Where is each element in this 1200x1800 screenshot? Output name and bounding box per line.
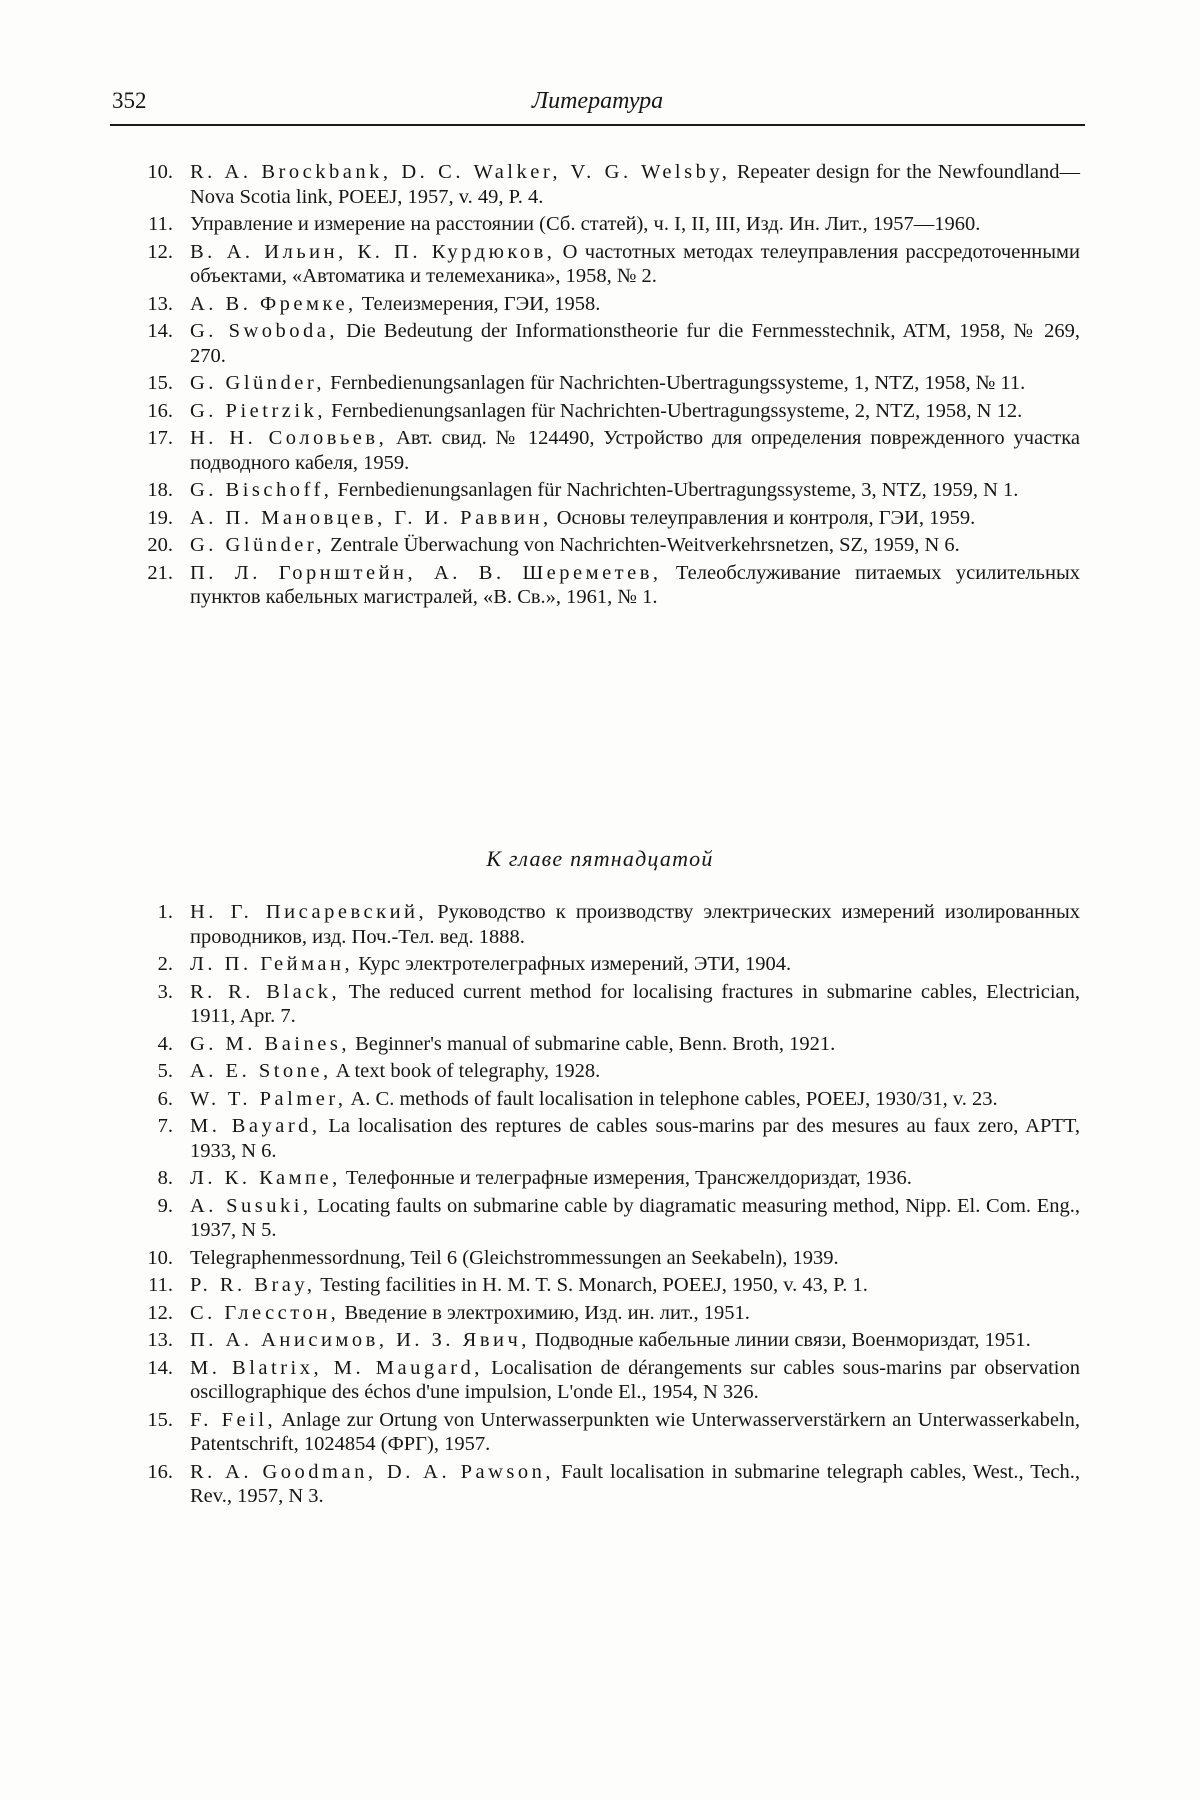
reference-entry bbox=[0, 292, 1200, 317]
reference-entry bbox=[0, 160, 1200, 209]
reference-author: А. П. Мановцев, Г. И. Раввин, bbox=[190, 506, 552, 529]
reference-number: 1. bbox=[157, 901, 173, 923]
reference-author: A. Susuki, bbox=[190, 1194, 312, 1217]
reference-number: 11. bbox=[148, 213, 173, 235]
reference-author: Л. К. Кампе, bbox=[190, 1167, 341, 1189]
reference-entry bbox=[0, 212, 1200, 237]
reference-author: G. M. Baines, bbox=[190, 1032, 350, 1055]
reference-author: P. R. Bray, bbox=[190, 1274, 316, 1296]
header-rule bbox=[110, 124, 1085, 126]
reference-author: Н. Н. Соловьев, bbox=[190, 427, 388, 449]
reference-number: 5. bbox=[157, 1060, 173, 1082]
reference-number: 13. bbox=[147, 1329, 173, 1351]
reference-number: 10. bbox=[147, 161, 173, 183]
reference-text: Телеобслуживание питаемых усилительных пунктов кабельных магистралей, «В. Св.», 1961, № 1. bbox=[190, 561, 1081, 608]
reference-entry bbox=[0, 1246, 1200, 1271]
reference-author: Л. П. Гейман, bbox=[190, 953, 354, 975]
reference-number: 14. bbox=[147, 1356, 173, 1379]
reference-entry bbox=[0, 1460, 1200, 1509]
reference-entry bbox=[0, 1032, 1200, 1057]
reference-number: 16. bbox=[147, 399, 173, 422]
reference-number: 17. bbox=[147, 427, 173, 449]
reference-author: R. A. Brockbank, D. C. Walker, V. G. Welsby, bbox=[190, 161, 731, 183]
reference-number: 7. bbox=[157, 1115, 173, 1137]
reference-entry bbox=[0, 1114, 1200, 1163]
running-title: Литература bbox=[531, 88, 664, 114]
reference-number: 14. bbox=[147, 320, 173, 342]
reference-entry bbox=[0, 399, 1200, 424]
reference-number: 8. bbox=[157, 1167, 173, 1189]
reference-number: 9. bbox=[157, 1194, 173, 1217]
reference-entry bbox=[0, 1408, 1200, 1457]
reference-entry bbox=[0, 952, 1200, 977]
reference-author: Н. Г. Писаревский, bbox=[190, 901, 428, 923]
reference-text: Zentrale Überwachung von Nachrichten-Weitverkehrsnetzen, SZ, 1959, N 6. bbox=[330, 534, 960, 556]
reference-entry bbox=[0, 1059, 1200, 1084]
reference-number: 2. bbox=[157, 953, 173, 975]
reference-text: La localisation des reptures de cables sous-marins par des mesures au faux zero, APTT, 1933, N 6. bbox=[190, 1115, 1080, 1162]
reference-text: Anlage zur Ortung von Unterwasserpunkten wie Unterwasserverstärkern an Unterwasserkabeln, Patentschrift, 1024854 (ФРГ), 1957. bbox=[190, 1408, 1080, 1455]
reference-text: Управление и измерение на расстоянии (Сб. статей), ч. I, II, III, Изд. Ин. Лит., 1957—1960. bbox=[190, 213, 981, 235]
reference-entry bbox=[0, 1328, 1200, 1353]
reference-text: Die Bedeutung der Informationstheorie fur die Fernmesstechnik, ATM, 1958, № 269, 270. bbox=[190, 320, 1080, 367]
reference-author: W. T. Palmer, bbox=[190, 1087, 347, 1110]
reference-number: 19. bbox=[147, 506, 173, 529]
reference-text: Testing facilities in H. M. T. S. Monarch, POEEJ, 1950, v. 43, P. 1. bbox=[320, 1274, 868, 1296]
reference-entry bbox=[0, 426, 1200, 475]
reference-number: 3. bbox=[157, 980, 173, 1003]
reference-author: В. А. Ильин, К. П. Курдюков, bbox=[190, 240, 556, 263]
reference-entry bbox=[0, 371, 1200, 396]
reference-text: Подводные кабельные линии связи, Военмориздат, 1951. bbox=[535, 1329, 1031, 1351]
reference-text: Telegraphenmessordnung, Teil 6 (Gleichstrommessungen an Seekabeln), 1939. bbox=[190, 1246, 839, 1269]
reference-number: 10. bbox=[147, 1246, 173, 1269]
reference-text: Основы телеуправления и контроля, ГЭИ, 1959. bbox=[556, 506, 976, 529]
reference-entry bbox=[0, 1194, 1200, 1243]
reference-author: R. A. Goodman, D. A. Pawson, bbox=[190, 1460, 554, 1483]
reference-author: M. Blatrix, M. Maugard, bbox=[190, 1356, 483, 1379]
reference-text: Телеизмерения, ГЭИ, 1958. bbox=[361, 292, 601, 315]
reference-author: A. E. Stone, bbox=[190, 1060, 332, 1082]
reference-entry bbox=[0, 900, 1200, 949]
reference-entry bbox=[0, 506, 1200, 531]
reference-number: 20. bbox=[147, 534, 173, 556]
reference-text: The reduced current method for localising fractures in submarine cables, Electrician, 1911, Apr. 7. bbox=[190, 980, 1080, 1027]
reference-author: G. Glünder, bbox=[190, 372, 326, 394]
reference-entry bbox=[0, 319, 1200, 368]
reference-text: Введение в электрохимию, Изд. ин. лит., 1951. bbox=[344, 1301, 750, 1324]
reference-author: G. Pietrzik, bbox=[190, 399, 326, 422]
reference-author: G. Swoboda, bbox=[190, 320, 339, 342]
reference-text: Fernbedienungsanlagen für Nachrichten-Ubertragungssysteme, 3, NTZ, 1959, N 1. bbox=[337, 479, 1019, 501]
reference-number: 15. bbox=[147, 372, 173, 394]
reference-number: 6. bbox=[157, 1087, 173, 1110]
reference-entry bbox=[0, 1087, 1200, 1112]
reference-author: R. R. Black, bbox=[190, 980, 341, 1003]
reference-entry bbox=[0, 1166, 1200, 1191]
reference-entry bbox=[0, 561, 1200, 610]
reference-text: Руководство к производству электрических измерений изолированных проводников, изд. Поч.-Тел. вед. 1888. bbox=[190, 901, 1081, 948]
reference-number: 11. bbox=[148, 1274, 173, 1296]
reference-entry bbox=[0, 478, 1200, 503]
reference-text: Beginner's manual of submarine cable, Benn. Broth, 1921. bbox=[355, 1032, 836, 1055]
reference-text: Телефонные и телеграфные измерения, Трансжелдориздат, 1936. bbox=[345, 1167, 912, 1189]
reference-entry bbox=[0, 980, 1200, 1029]
reference-text: Localisation de dérangements sur cables sous-marins par observation oscillographique des échos d'une impulsion, L'onde El., 1954, N 326. bbox=[190, 1356, 1080, 1403]
reference-text: Курс электротелеграфных измерений, ЭТИ, 1904. bbox=[358, 953, 792, 975]
reference-author: А. В. Фремке, bbox=[190, 292, 357, 315]
reference-author: С. Глесстон, bbox=[190, 1301, 340, 1324]
reference-entry bbox=[0, 1301, 1200, 1326]
reference-number: 13. bbox=[147, 292, 173, 315]
reference-text: A. C. methods of fault localisation in telephone cables, POEEJ, 1930/31, v. 23. bbox=[350, 1087, 998, 1110]
reference-number: 15. bbox=[147, 1408, 173, 1431]
reference-author: G. Glünder, bbox=[190, 534, 326, 556]
reference-entry bbox=[0, 240, 1200, 289]
reference-text: A text book of telegraphy, 1928. bbox=[335, 1060, 601, 1082]
reference-number: 12. bbox=[147, 240, 173, 263]
reference-author: П. А. Анисимов, И. З. Явич, bbox=[190, 1329, 530, 1351]
section-heading: К главе пятнадцатой bbox=[486, 846, 714, 871]
reference-number: 16. bbox=[147, 1460, 173, 1483]
reference-number: 4. bbox=[157, 1032, 173, 1055]
reference-text: О частотных методах телеуправления рассредоточенными объектами, «Автоматика и телемеханика», 1958, № 2. bbox=[190, 240, 1080, 287]
reference-text: Fernbedienungsanlagen für Nachrichten-Ubertragungssysteme, 1, NTZ, 1958, № 11. bbox=[330, 372, 1026, 394]
page-header bbox=[110, 88, 1085, 128]
reference-author: G. Bischoff, bbox=[190, 479, 333, 501]
reference-list-chapter-15 bbox=[0, 900, 1200, 1512]
page-number: 352 bbox=[112, 88, 147, 113]
reference-author: F. Feil, bbox=[190, 1408, 277, 1431]
reference-entry bbox=[0, 1273, 1200, 1298]
reference-entry bbox=[0, 533, 1200, 558]
reference-text: Авт. свид. № 124490, Устройство для определения поврежденного участка подводного кабеля, 1959. bbox=[190, 427, 1080, 474]
reference-number: 21. bbox=[147, 561, 173, 584]
reference-text: Fernbedienungsanlagen für Nachrichten-Ubertragungssysteme, 2, NTZ, 1958, N 12. bbox=[331, 399, 1023, 422]
reference-author: M. Bayard, bbox=[190, 1115, 321, 1137]
reference-text: Fault localisation in submarine telegraph cables, West., Tech., Rev., 1957, N 3. bbox=[190, 1460, 1081, 1507]
reference-list-continued bbox=[0, 160, 1200, 613]
reference-text: Locating faults on submarine cable by diagramatic measuring method, Nipp. El. Com. Eng., 1937, N 5. bbox=[190, 1194, 1080, 1241]
reference-entry bbox=[0, 1356, 1200, 1405]
reference-number: 18. bbox=[147, 479, 173, 501]
reference-text: Repeater design for the Newfoundland—Nova Scotia link, POEEJ, 1957, v. 49, P. 4. bbox=[190, 161, 1081, 208]
reference-author: П. Л. Горнштейн, А. В. Шереметев, bbox=[190, 561, 662, 584]
reference-number: 12. bbox=[147, 1301, 173, 1324]
